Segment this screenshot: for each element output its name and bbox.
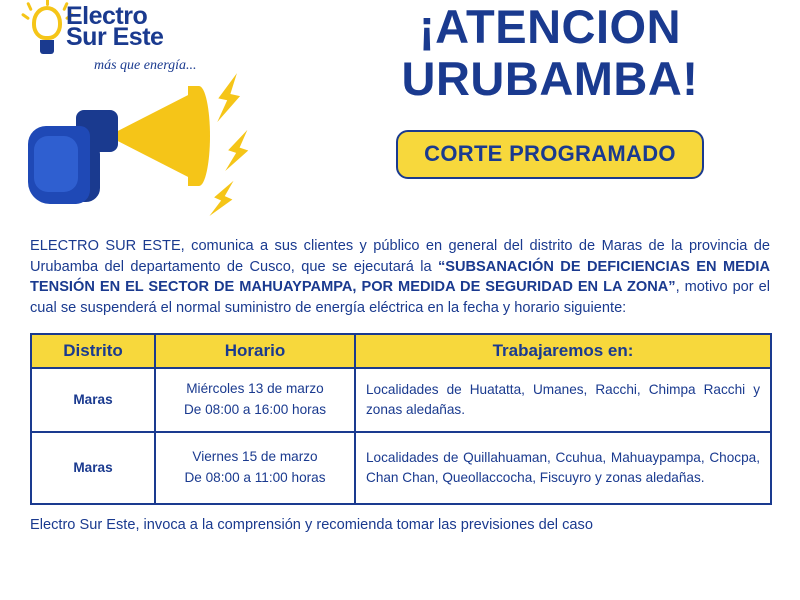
column-header-trabajaremos: Trabajaremos en: [355,334,771,368]
title-line-2: URUBAMBA! [401,51,699,105]
logo-line-2: Sur Este [66,23,164,51]
footer-paragraph: Electro Sur Este, invoca a la comprensión y recomienda tomar las previsiones del caso [30,516,593,533]
cell-trabajaremos: Localidades de Quillahuaman, Ccuhua, Mahuaypampa, Chocpa, Chan Chan, Queollaccocha, Fiscuyro y zonas aledañas. [355,432,771,504]
cell-distrito: Maras [31,368,155,432]
cell-distrito: Maras [31,432,155,504]
intro-text-bold: “SUBSANACIÓN DE DEFICIENCIAS EN MEDIA TENSIÓN EN EL SECTOR DE MAHUAYPAMPA, POR MEDIDA DE SEGURIDAD EN LA ZONA” [30,258,770,296]
intro-text-part2: , motivo por el cual se suspenderá el normal suministro de energía eléctrica en la fecha y horario siguiente: [30,279,770,317]
logo-line-1: Electro [66,2,148,30]
megaphone-icon [20,62,290,230]
table-row [31,432,771,504]
lightning-bolt-icon [204,175,241,222]
cell-horario [155,368,355,432]
cell-horario-date: Miércoles 13 de marzo [186,381,324,397]
left-margin-strip [0,0,18,232]
lightning-bolt-icon [211,70,247,126]
intro-paragraph [30,236,770,319]
cell-horario-time: De 08:00 a 16:00 horas [183,401,327,417]
column-header-horario: Horario [155,334,355,368]
intro-text-part1: ELECTRO SUR ESTE, comunica a sus clientes y público en general del distrito de Maras de la provincia de Urubamba del departamento de Cusco, que se ejecutará la [30,238,770,275]
cell-trabajaremos: Localidades de Huatatta, Umanes, Racchi, Chimpa Racchi y zonas aledañas. [355,368,771,432]
table-header-row [31,334,771,368]
cell-horario [155,432,355,504]
header-banner [0,0,800,232]
lightning-bolt-icon [219,125,256,176]
cell-horario-time: De 08:00 a 11:00 horas [184,469,326,485]
column-header-distrito: Distrito [31,334,155,368]
page-title [300,0,800,179]
cell-horario-date: Viernes 15 de marzo [192,449,318,465]
lightbulb-icon [26,6,70,62]
outage-schedule-table [30,333,772,505]
title-line-1: ¡ATENCION [418,0,682,53]
body-content [0,236,800,550]
table-row [31,368,771,432]
status-badge: CORTE PROGRAMADO [396,130,704,179]
logo-slogan: más que energía... [94,58,197,73]
logo-wordmark [66,4,163,50]
